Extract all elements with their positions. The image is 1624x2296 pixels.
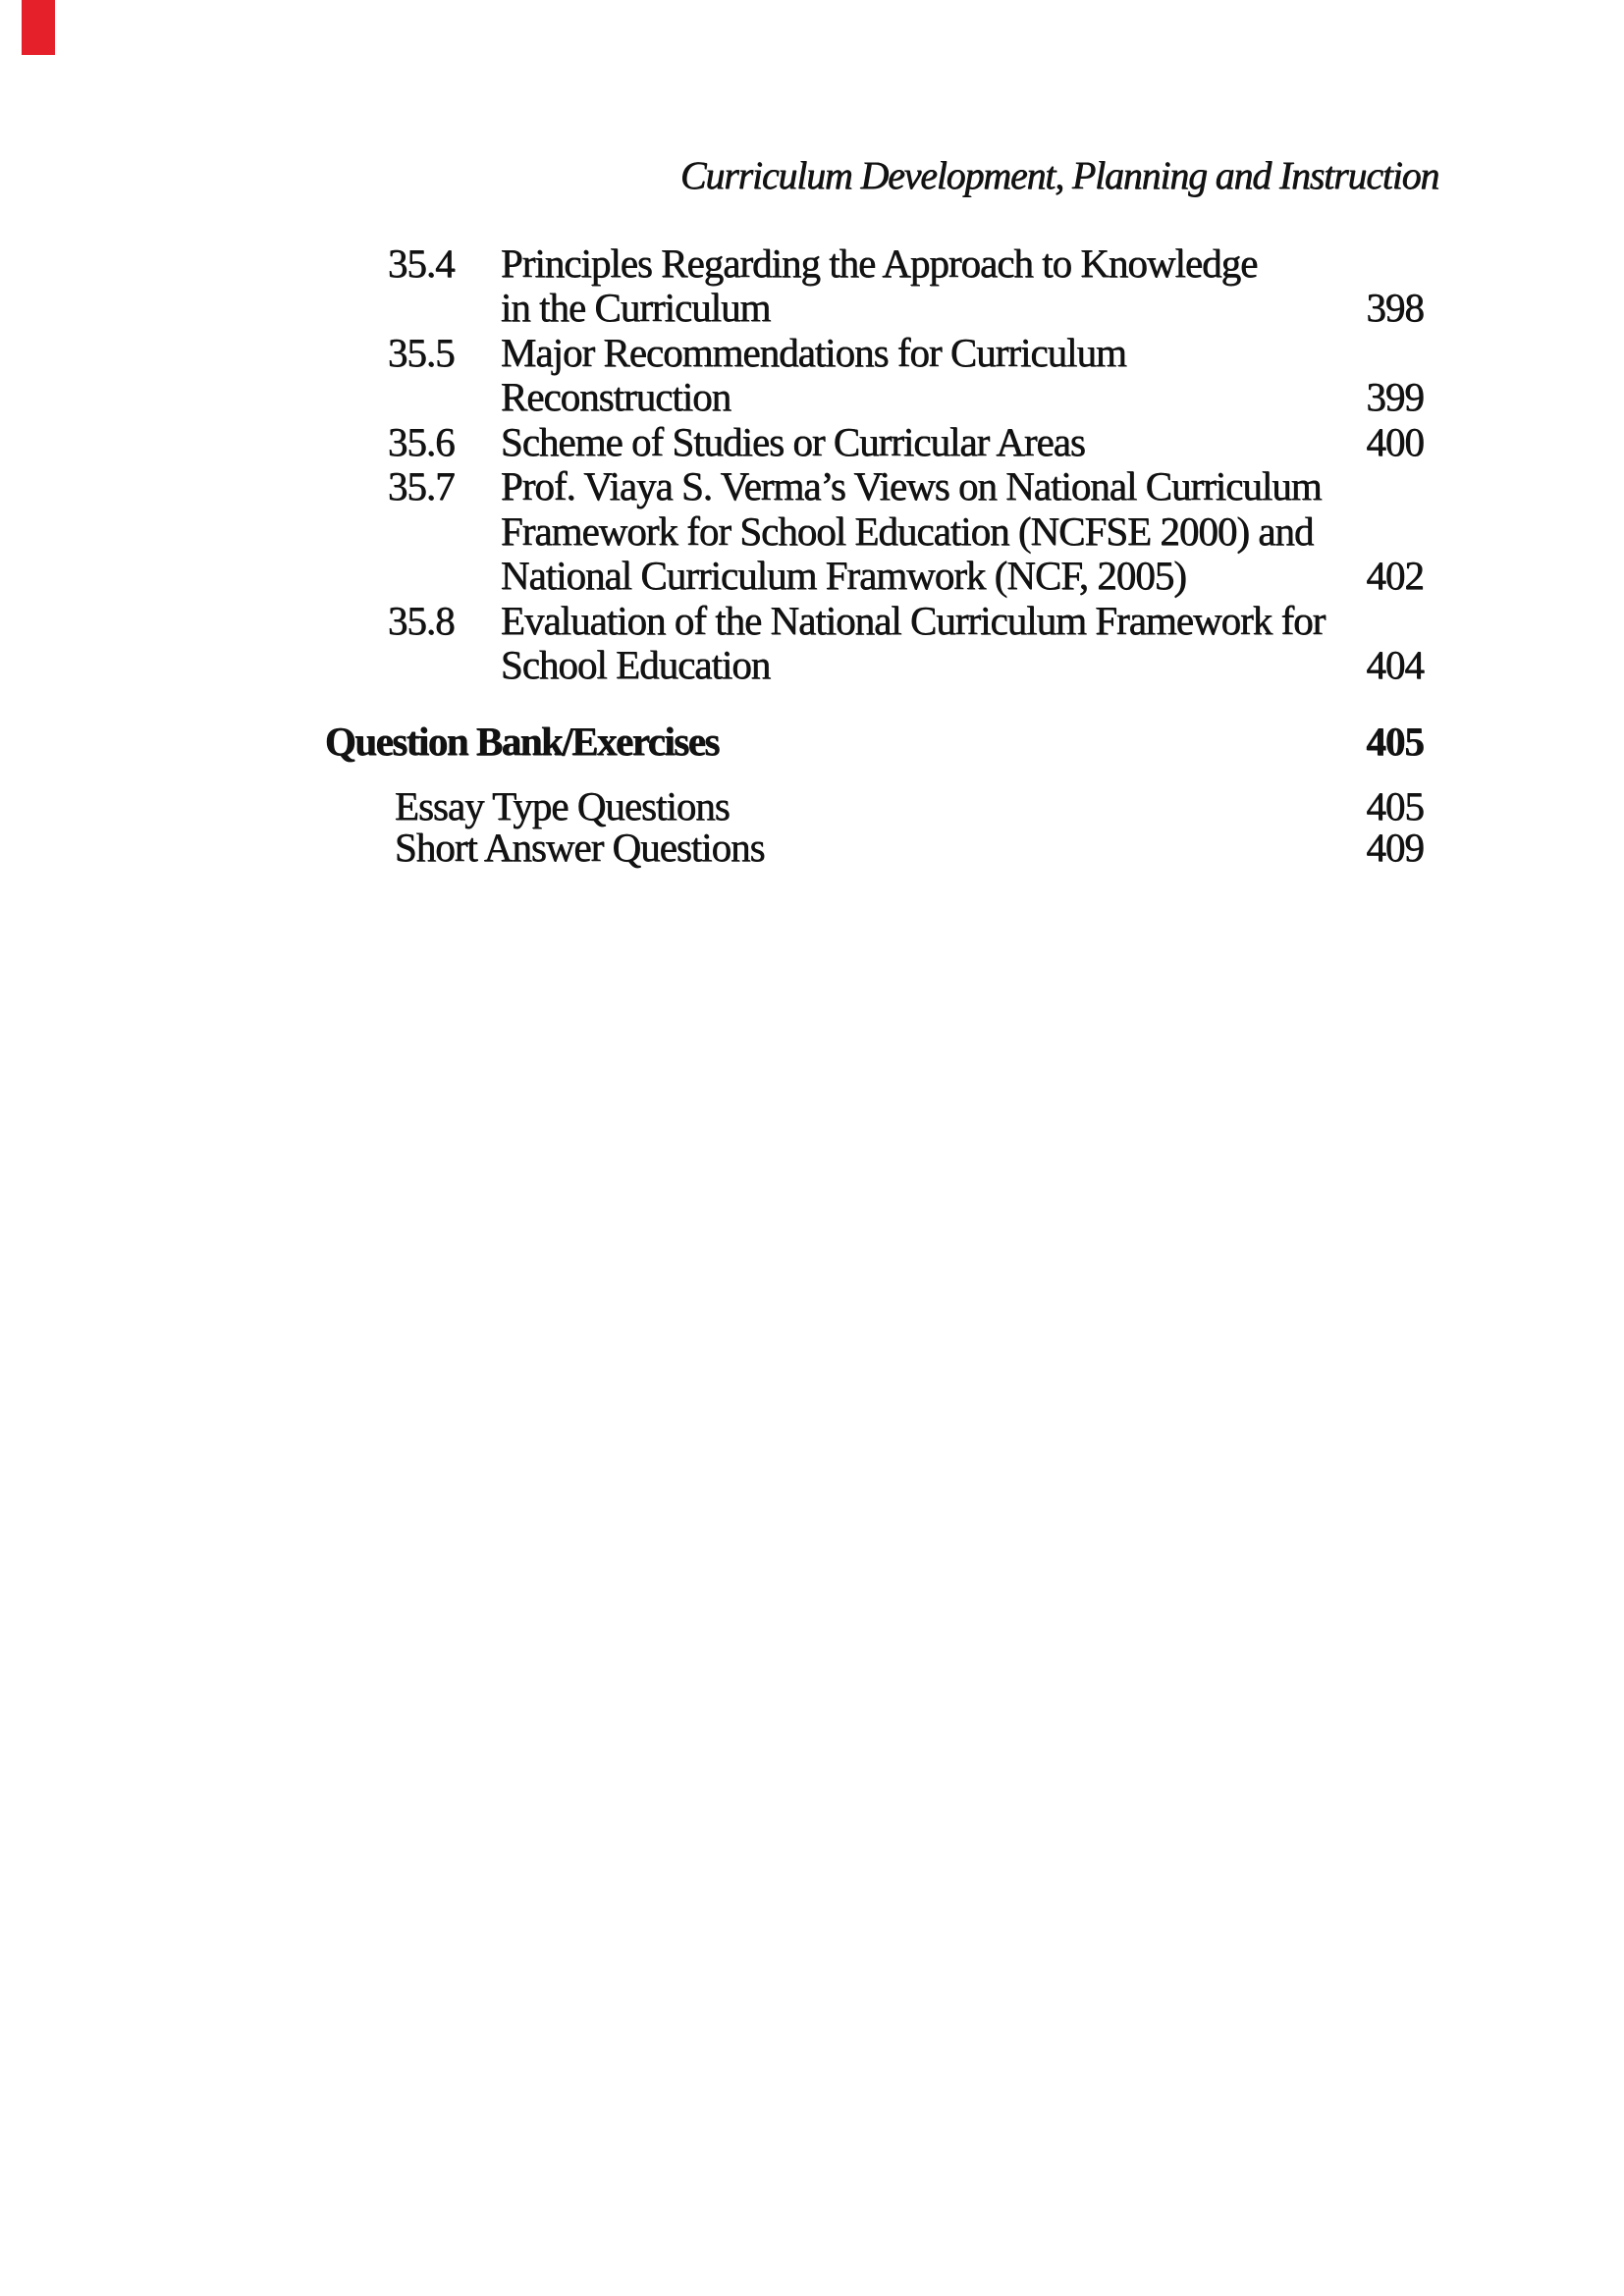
toc-entry-title-line: in the Curriculum — [501, 285, 771, 330]
question-type-page-number: 405 — [1366, 783, 1424, 828]
toc-entry-page-number: 398 — [1366, 285, 1424, 330]
toc-entry-number: 35.4 — [388, 240, 455, 286]
red-corner-scan-artifact — [22, 0, 55, 55]
toc-entry-page-number: 399 — [1366, 374, 1424, 419]
question-type-row — [0, 783, 1624, 829]
toc-entry-number: 35.7 — [388, 463, 455, 508]
running-head-title: Curriculum Development, Planning and Instruction — [680, 153, 1439, 197]
question-type-label: Short Answer Questions — [395, 825, 765, 870]
toc-row — [0, 374, 1624, 420]
toc-entry-title-line: School Education — [501, 642, 771, 687]
question-bank-heading: Question Bank/Exercises — [325, 719, 719, 764]
question-type-page-number: 409 — [1366, 825, 1424, 870]
toc-entry-page-number: 404 — [1366, 642, 1424, 687]
toc-row — [0, 419, 1624, 465]
toc-entry-title-line: Framework for School Education (NCFSE 2000) and — [501, 508, 1314, 554]
toc-row — [0, 642, 1624, 688]
toc-entry-number: 35.6 — [388, 419, 455, 464]
toc-entry-title-line: Prof. Viaya S. Verma’s Views on National Curriculum — [501, 463, 1322, 508]
toc-entry-title-line: Major Recommendations for Curriculum — [501, 330, 1126, 375]
question-type-label: Essay Type Questions — [395, 783, 730, 828]
toc-row — [0, 508, 1624, 555]
toc-entry-title-line: Scheme of Studies or Curricular Areas — [501, 419, 1085, 464]
question-bank-page-number: 405 — [1366, 719, 1424, 764]
toc-row — [0, 285, 1624, 331]
toc-entry-number: 35.8 — [388, 598, 455, 643]
toc-entry-number: 35.5 — [388, 330, 455, 375]
toc-entry-title-line: National Curriculum Framwork (NCF, 2005) — [501, 553, 1187, 598]
question-bank-row — [0, 719, 1624, 765]
toc-entry-page-number: 400 — [1366, 419, 1424, 464]
toc-row — [0, 463, 1624, 509]
toc-row — [0, 553, 1624, 599]
toc-entry-title-line: Evaluation of the National Curriculum Framework for — [501, 598, 1326, 643]
toc-entry-title-line: Reconstruction — [501, 374, 731, 419]
toc-entry-page-number: 402 — [1366, 553, 1424, 598]
toc-entry-title-line: Principles Regarding the Approach to Knowledge — [501, 240, 1258, 286]
toc-row — [0, 240, 1624, 287]
toc-row — [0, 330, 1624, 376]
toc-row — [0, 598, 1624, 644]
question-type-row — [0, 825, 1624, 871]
